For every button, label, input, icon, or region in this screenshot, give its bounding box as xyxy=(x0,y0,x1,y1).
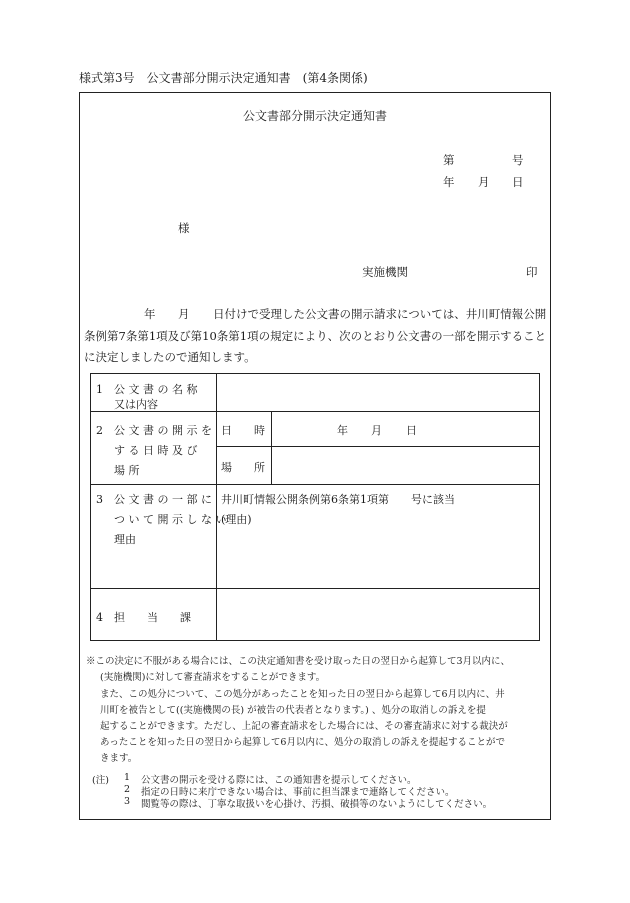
recipient-suffix: 様 xyxy=(178,221,190,235)
row3-value-line2: (理由) xyxy=(221,513,252,526)
row1-label-line1: 1 公 文 書 の 名 称 xyxy=(96,383,198,396)
agency-label: 実施機関 xyxy=(362,265,408,279)
row3-label-line1: 3 公 文 書 の 一 部 に xyxy=(96,493,212,506)
notice-line-1: ※この決定に不服がある場合には、この決定通知書を受け取った日の翌日から起算して3月以内に、 xyxy=(86,656,511,667)
body-year-label: 年 xyxy=(144,307,156,321)
datetime-month: 月 xyxy=(371,424,382,437)
notice-line-7: きます。 xyxy=(100,753,138,764)
row2-label-line1: 2 公 文 書 の 開 示 を xyxy=(96,424,212,437)
row3-label-line2: つ い て 開 示 し な い xyxy=(114,513,227,526)
place-label: 場 所 xyxy=(221,461,265,474)
note-1-number: 1 xyxy=(124,772,131,783)
notice-line-2: (実施機関)に対して審査請求をすることができます。 xyxy=(100,672,326,683)
datetime-label: 日 時 xyxy=(221,424,265,437)
note-2-number: 2 xyxy=(124,784,131,795)
note-3-text: 閲覧等の際は、丁寧な取扱いを心掛け、汚損、破損等のないようにしてください。 xyxy=(141,799,493,810)
form-header: 様式第3号 公文書部分開示決定通知書 (第4条関係) xyxy=(79,71,368,85)
seal-mark: 印 xyxy=(526,265,538,279)
notice-line-5: 起することができます。ただし、上記の審査請求をした場合には、その審査請求に対する裁決が xyxy=(100,721,508,732)
note-1-text: 公文書の開示を受ける際には、この通知書を提示してください。 xyxy=(141,775,417,786)
date-month-label: 月 xyxy=(478,175,490,189)
notice-line-4: 川町を被告として((実施機関の長) が被告の代表者となります。) 、処分の取消しの訴えを提 xyxy=(100,705,486,716)
note-2-text: 指定の日時に来庁できない場合は、事前に担当課まで連絡してください。 xyxy=(141,787,455,798)
note-3-number: 3 xyxy=(124,796,131,807)
notice-line-3: また、この処分について、この処分があったことを知った日の翌日から起算して6月以内に、井 xyxy=(100,689,505,700)
notice-line-6: あったことを知った日の翌日から起算して6月以内に、処分の取消しの訴えを提起することがで xyxy=(100,737,505,748)
body-line-3: に決定しましたので通知します。 xyxy=(84,350,256,364)
datetime-year: 年 xyxy=(337,424,348,437)
disclosure-table xyxy=(90,373,540,641)
row3-label-line3: 理由 xyxy=(114,533,136,546)
row2-label-line2: す る 日 時 及 び xyxy=(114,444,198,457)
body-line-1: 日付けで受理した公文書の開示請求については、井川町情報公開 xyxy=(213,307,547,321)
date-year-label: 年 xyxy=(443,175,455,189)
number-prefix: 第 xyxy=(443,153,455,167)
row4-label: 4 担 当 課 xyxy=(96,611,191,624)
notes-label: (注) xyxy=(92,775,109,786)
number-suffix: 号 xyxy=(512,153,524,167)
date-day-label: 日 xyxy=(512,175,524,189)
datetime-day: 日 xyxy=(406,424,417,437)
body-month-label: 月 xyxy=(178,307,190,321)
row1-label-line2: 又は内容 xyxy=(114,398,158,411)
body-line-2: 条例第7条第1項及び第10条第1項の規定により、次のとおり公文書の一部を開示すること xyxy=(84,329,547,343)
row2-label-line3: 場 所 xyxy=(114,464,140,477)
row3-value-line1: 井川町情報公開条例第6条第1項第 号に該当 xyxy=(221,493,455,506)
document-title: 公文書部分開示決定通知書 xyxy=(242,109,387,123)
